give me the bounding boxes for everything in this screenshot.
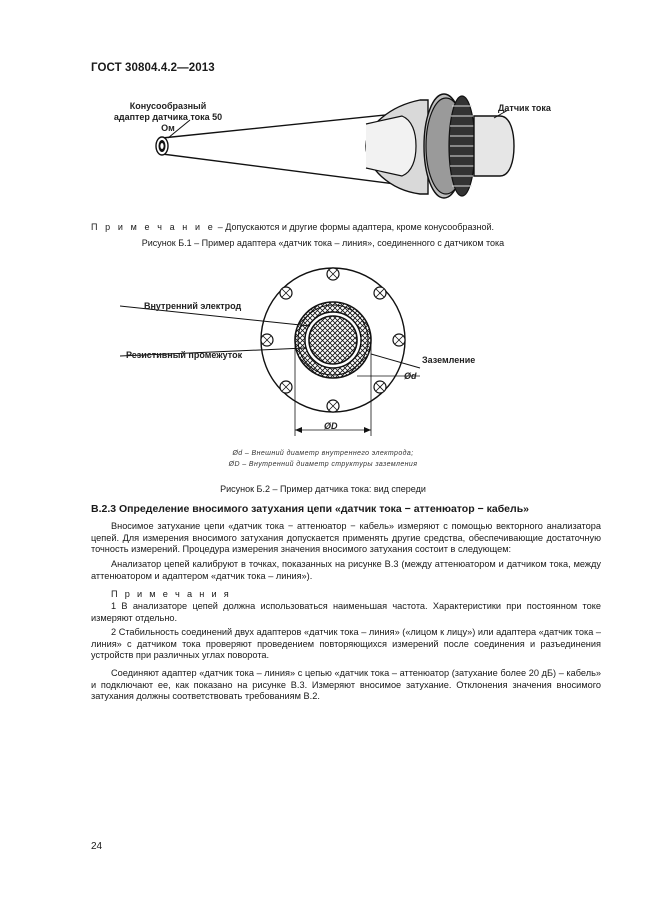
figure-b1-note	[91, 222, 494, 232]
figure-b2-label-D: ØD	[324, 421, 338, 431]
paragraph-3	[91, 668, 601, 703]
document-header: ГОСТ 30804.4.2—2013	[91, 62, 215, 74]
figure-b2-caption: Рисунок Б.2 – Пример датчика тока: вид спереди	[220, 484, 426, 494]
figure-b1-caption: Рисунок Б.1 – Пример адаптера «датчик тока – линия», соединенного с датчиком тока	[141, 238, 505, 248]
figure-b1-label-adapter: Конусообразный адаптер датчика тока 50 Ом	[113, 101, 223, 133]
page-number: 24	[91, 841, 103, 852]
figure-b2-legend-d: Ød – Внешний диаметр внутреннего электрода;	[232, 450, 414, 457]
note-1-text: 1 В анализаторе цепей должна использоваться наименьшая частота. Характеристики при постоянном токе измеряют отдельно.	[91, 601, 601, 623]
paragraph-1-text: Вносимое затухание цепи «датчик тока − аттенюатор − кабель» измеряют с помощью векторного анализатора цепей. Для измерения вносимого затухания допускается применять другие средства, обеспечивающие достаточную точность измерений. Процедура измерения значения вносимого затухания состоит в следующем:	[91, 521, 601, 555]
figure-b2-label-gap: Резистивный промежуток	[126, 350, 243, 360]
figure-b1-note-head: П р и м е ч а н и е	[91, 222, 216, 232]
figure-b1-label-sensor: Датчик тока	[498, 103, 551, 113]
figure-b2-label-ground: Заземление	[422, 355, 476, 365]
figure-b1-note-text: – Допускаются и другие формы адаптера, кроме конусообразной.	[215, 222, 494, 232]
paragraph-1	[91, 521, 601, 556]
figure-b2-legend-D: ØD – Внутренний диаметр структуры заземления	[228, 461, 418, 468]
notes-heading: П р и м е ч а н и я	[111, 589, 232, 599]
paragraph-3-text: Соединяют адаптер «датчик тока – линия» с цепью «датчик тока – аттенюатор (затухание более 20 дБ) – кабель» и подключают ее, как показано на рисунке В.3. Измеряют вносимое затухание. Отклонения значения вносимого затухания должны соответствовать требованиям В.2.	[91, 668, 601, 702]
note-2-text: 2 Стабильность соединений двух адаптеров «датчик тока – линия» («лицом к лицу») или адаптера «датчик тока – линия» с датчиком тока проверяют проведением повторяющихся измерений после соединения и разъединения устройств при различных углах поворота.	[91, 627, 601, 661]
section-title: В.2.3 Определение вносимого затухания цепи «датчик тока − аттенюатор − кабель»	[91, 503, 529, 515]
note-2	[91, 627, 601, 662]
note-1	[91, 601, 601, 624]
figure-b2-label-inner: Внутренний электрод	[144, 301, 242, 311]
paragraph-2-text: Анализатор цепей калибруют в точках, показанных на рисунке В.3 (между аттенюатором и датчиком тока, между аттенюатором и адаптером «датчик тока – линия»).	[91, 559, 601, 581]
paragraph-2	[91, 559, 601, 582]
figure-b2-label-d: Ød	[404, 371, 417, 381]
